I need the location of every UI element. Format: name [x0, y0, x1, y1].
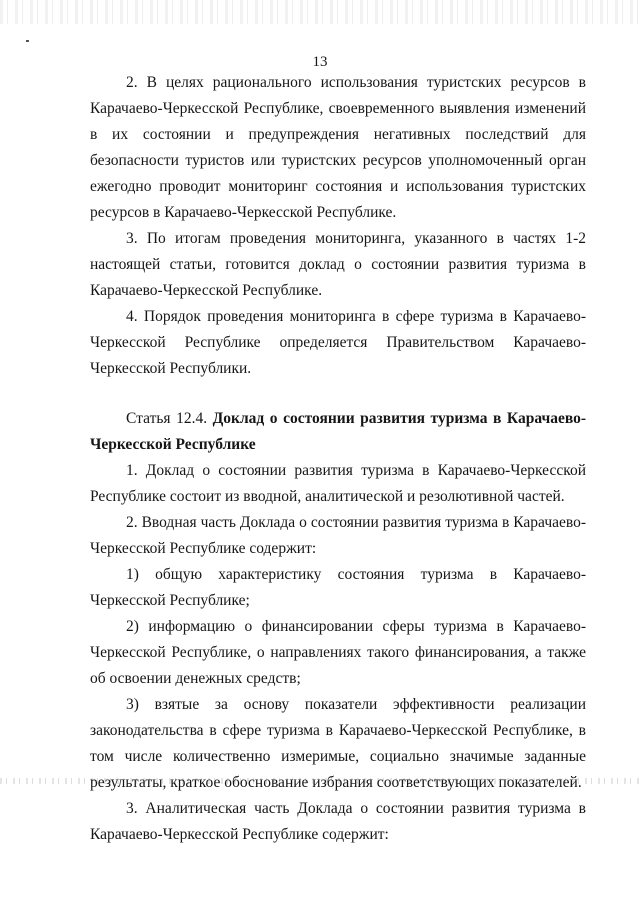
list-item-3: 3) взятые за основу показатели эффективности реализации законодательства в сфере туризма в Карачаево-Черкесской Республике, в том числе количественно измеримые, социально значимые заданные результаты, краткое обоснование избрания соответствующих показателей.	[90, 696, 586, 791]
list-item-1: 1) общую характеристику состояния туризма в Карачаево-Черкесской Республике;	[90, 566, 586, 609]
article-title: Доклад о состоянии развития туризма в Карачаево-Черкесской Республике	[90, 410, 587, 453]
paragraph-monitoring-purpose: 2. В целях рационального использования туристских ресурсов в Карачаево-Черкесской Республике, своевременного выявления изменений в их состоянии и предупреждения негативных последствий для безопасности туристов или туристских ресурсов уполномоченный орган ежегодно проводит мониторинг состояния и использования туристских ресурсов в Карачаево-Черкесской Республике.	[90, 74, 586, 221]
paragraph-report-structure: 1. Доклад о состоянии развития туризма в Карачаево-Черкесской Республике состоит из вводной, аналитической и резолютивной частей.	[90, 462, 586, 505]
page-number: 13	[312, 54, 328, 70]
paragraph-monitoring-procedure: 4. Порядок проведения мониторинга в сфере туризма в Карачаево-Черкесской Республике определяется Правительством Карачаево-Черкесской Республики.	[90, 308, 586, 377]
scan-noise-top	[0, 0, 640, 24]
scan-speck	[26, 40, 29, 42]
paragraph-intro-part: 2. Вводная часть Доклада о состоянии развития туризма в Карачаево-Черкесской Республике содержит:	[90, 514, 586, 557]
paragraph-analytical-part: 3. Аналитическая часть Доклада о состоянии развития туризма в Карачаево-Черкесской Республике содержит:	[90, 800, 586, 843]
paragraph-monitoring-report: 3. По итогам проведения мониторинга, указанного в частях 1-2 настоящей статьи, готовится доклад о состоянии развития туризма в Карачаево-Черкесской Республике.	[90, 230, 586, 299]
article-heading	[90, 406, 586, 458]
list-item-2: 2) информацию о финансировании сферы туризма в Карачаево-Черкесской Республике, о направлениях такого финансирования, а также об освоении денежных средств;	[90, 618, 586, 687]
article-prefix: Статья 12.4.	[126, 410, 208, 427]
